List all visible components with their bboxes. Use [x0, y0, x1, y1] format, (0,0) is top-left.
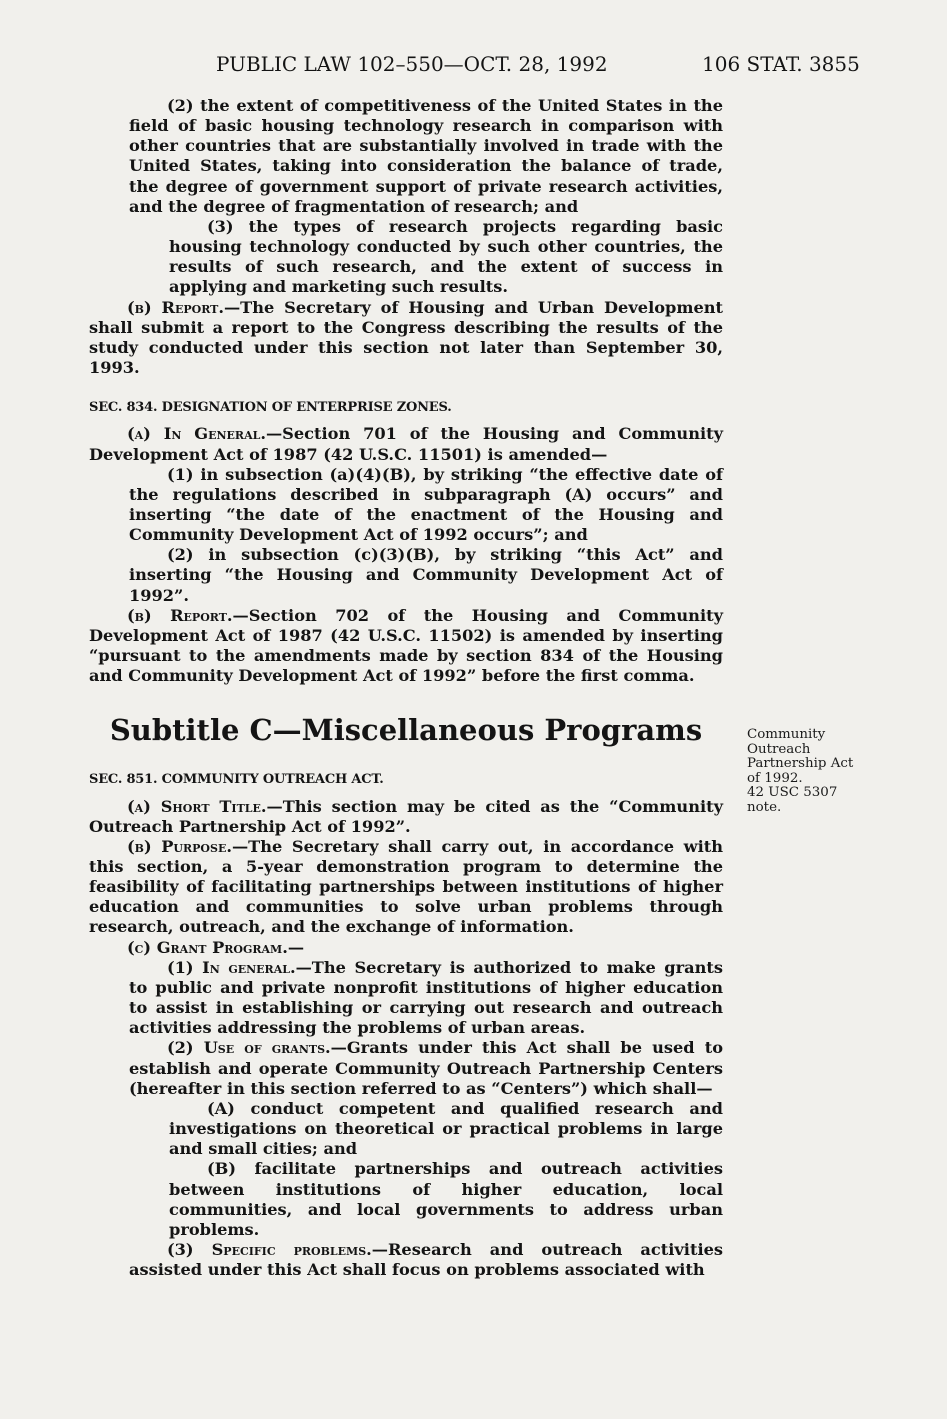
running-head: PUBLIC LAW 102–550—OCT. 28, 1992 [216, 52, 608, 76]
subsection-b-purpose: (b) Purpose.—The Secretary shall carry out, in accordance with this section, a 5-year demonstration program to determine the feasibility of facilitating partnerships between institutions of higher education and communities to solve urban problems through research, outreach, and the exchange of information. [89, 836, 723, 937]
page-header [0, 46, 947, 86]
paragraph-3-types: (3) the types of research projects regarding basic housing technology conducted by such other countries, the results of such research, and the extent of success in applying and marketing such results. [169, 216, 723, 297]
paragraph-2-use-of-grants: (2) Use of grants.—Grants under this Act shall be used to establish and operate Community Outreach Partnership Centers (hereafter in this section referred to as “Centers”) which shall— [129, 1038, 723, 1098]
paragraph-1-subsection-a: (1) in subsection (a)(4)(B), by striking “the effective date of the regulations described in subparagraph (A) occurs” and inserting “the date of the enactment of the Housing and Community Development Act of 1992 occurs”; and [129, 464, 723, 545]
statute-body [89, 96, 723, 1280]
margin-note-line: Outreach [747, 741, 811, 757]
paragraph-1-in-general: (1) In general.—The Secretary is authorized to make grants to public and private nonprofit institutions of higher education to assist in establishing or carrying out research and outreach activities addressing the problems of urban areas. [129, 957, 724, 1038]
subsection-a-in-general: (a) In General.—Section 701 of the Housing and Community Development Act of 1987 (42 U.S.C. 11501) is amended— [89, 424, 723, 464]
paragraph-3-specific-problems: (3) Specific problems.—Research and outreach activities assisted under this Act shall focus on problems associated with [129, 1239, 723, 1280]
paragraph-2-extent: (2) the extent of competitiveness of the United States in the field of basic housing technology research in comparison with other countries that are substantially involved in trade with the United States, taking into consideration the balance of trade, the degree of government support of private research activities, and the degree of fragmentation of research; and [129, 96, 723, 216]
margin-note-line: Partnership Act [747, 756, 854, 772]
margin-note [747, 728, 887, 816]
margin-note-line: of 1992. [747, 770, 803, 786]
subtitle-c-heading: Subtitle C—Miscellaneous Programs [109, 713, 703, 748]
margin-note-line: Community [747, 727, 826, 742]
subsection-c-grant-program: (c) Grant Program.— [127, 937, 305, 957]
section-834-heading: SEC. 834. DESIGNATION OF ENTERPRISE ZONES. [89, 400, 452, 416]
subparagraph-a-conduct-research: (A) conduct competent and qualified research and investigations on theoretical or practical problems in large and small cities; and [169, 1098, 723, 1159]
stat-page-number: 106 STAT. 3855 [702, 52, 860, 76]
margin-note-line: 42 USC 5307 [747, 785, 838, 801]
paragraph-2-subsection-c: (2) in subsection (c)(3)(B), by striking “this Act” and inserting “the Housing and Community Development Act of 1992”. [129, 545, 723, 605]
subsection-a-short-title: (a) Short Title.—This section may be cited as the “Community Outreach Partnership Act of 1992”. [89, 796, 723, 836]
subparagraph-b-facilitate-partnerships: (B) facilitate partnerships and outreach activities between institutions of higher education, local communities, and local governments to address urban problems. [169, 1159, 723, 1239]
subsection-b-report: (b) Report.—The Secretary of Housing and Urban Development shall submit a report to the Congress describing the results of the study conducted under this section not later than September 30, 1993. [89, 297, 724, 378]
section-851-heading: SEC. 851. COMMUNITY OUTREACH ACT. [89, 772, 384, 788]
margin-note-line: note. [747, 799, 782, 815]
subsection-b-report-702: (b) Report.—Section 702 of the Housing and Community Development Act of 1987 (42 U.S.C. 11502) is amended by inserting “pursuant to the amendments made by section 834 of the Housing and Community Development Act of 1992” before the first comma. [89, 605, 723, 686]
